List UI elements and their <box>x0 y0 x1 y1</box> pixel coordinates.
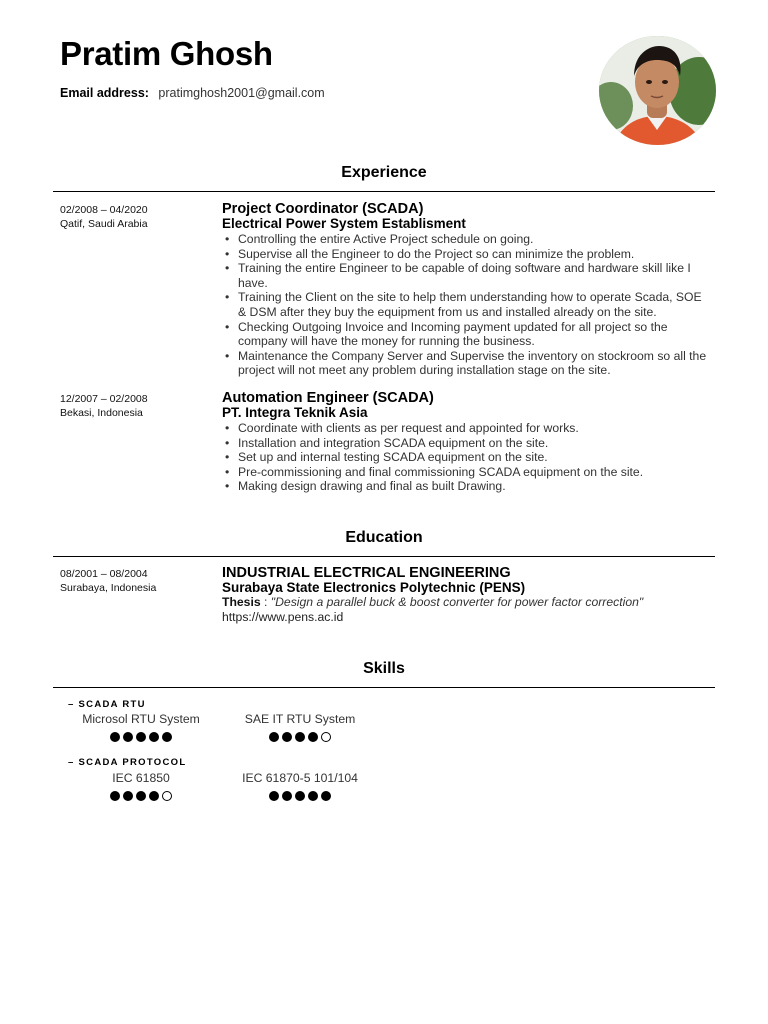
skill-sae-it-rtu <box>230 712 370 742</box>
skill-name: IEC 61850 <box>112 771 170 785</box>
experience-2-dates: 12/2007 – 02/2008 <box>60 393 148 405</box>
skills-divider <box>53 687 715 688</box>
list-item: • Maintenance the Company Server and Supervise the inventory on stockroom so all the project will not meet any problem during installation stage on the site. <box>222 349 712 378</box>
experience-2-location: Bekasi, Indonesia <box>60 407 143 419</box>
rating-dot-filled <box>321 791 331 801</box>
education-1-degree: INDUSTRIAL ELECTRICAL ENGINEERING <box>222 565 511 581</box>
thesis-value: "Design a parallel buck & boost converter for power factor correction" <box>270 595 644 609</box>
rating-dot-filled <box>136 732 146 742</box>
skill-rating <box>230 791 370 801</box>
rating-dot-filled <box>123 732 133 742</box>
rating-dot-filled <box>149 732 159 742</box>
education-1-school: Surabaya State Electronics Polytechnic (PENS) <box>222 580 526 595</box>
education-1-dates: 08/2001 – 08/2004 <box>60 568 148 580</box>
rating-dot-filled <box>269 791 279 801</box>
experience-1 <box>222 202 712 378</box>
email-label: Email address: <box>60 86 149 100</box>
email-value[interactable]: pratimghosh2001@gmail.com <box>158 86 325 100</box>
skill-iec-61850 <box>71 771 211 801</box>
rating-dot-filled <box>149 791 159 801</box>
education-1-location: Surabaya, Indonesia <box>60 582 157 594</box>
list-item: • Supervise all the Engineer to do the Project so can minimize the problem. <box>222 247 712 262</box>
rating-dot-filled <box>308 791 318 801</box>
education-1-url[interactable]: https://www.pens.ac.id <box>222 609 344 624</box>
list-item: • Pre-commissioning and final commissioning SCADA equipment on the site. <box>222 465 712 480</box>
list-item: • Training the entire Engineer to be capable of doing software and hardware skill like I have. <box>222 261 712 290</box>
education-title: Education <box>345 529 423 546</box>
rating-dot-filled <box>295 732 305 742</box>
rating-dot-empty <box>321 732 331 742</box>
list-item: • Making design drawing and final as built Drawing. <box>222 479 712 494</box>
list-item: • Controlling the entire Active Project schedule on going. <box>222 232 712 247</box>
experience-2-meta <box>60 392 148 420</box>
experience-1-dates: 02/2008 – 04/2020 <box>60 204 148 216</box>
rating-dot-filled <box>136 791 146 801</box>
experience-2-bullets <box>222 421 712 494</box>
list-item: • Coordinate with clients as per request and appointed for works. <box>222 421 712 436</box>
candidate-name: Pratim Ghosh <box>60 35 273 72</box>
thesis-label: Thesis <box>222 595 261 609</box>
experience-title: Experience <box>341 164 427 181</box>
skill-rating <box>71 732 211 742</box>
skill-category-scada-protocol: – SCADA PROTOCOL <box>68 757 187 768</box>
skill-name: SAE IT RTU System <box>244 712 356 726</box>
skill-name: IEC 61870-5 101/104 <box>242 771 358 785</box>
list-item: • Set up and internal testing SCADA equipment on the site. <box>222 450 712 465</box>
email-row <box>60 86 325 100</box>
rating-dot-filled <box>269 732 279 742</box>
rating-dot-filled <box>282 732 292 742</box>
skills-title: Skills <box>363 660 405 677</box>
experience-2 <box>222 391 712 494</box>
rating-dot-filled <box>110 791 120 801</box>
experience-1-meta <box>60 203 148 231</box>
education-1-meta <box>60 567 156 595</box>
experience-divider <box>53 191 715 192</box>
rating-dot-filled <box>295 791 305 801</box>
education-1-thesis <box>222 595 712 610</box>
skill-category-scada-rtu: – SCADA RTU <box>68 699 146 710</box>
skill-iec-61870 <box>230 771 370 801</box>
list-item: • Checking Outgoing Invoice and Incoming payment updated for all project so the company will have the money for running the business. <box>222 320 712 349</box>
rating-dot-filled <box>110 732 120 742</box>
skill-rating <box>230 732 370 742</box>
list-item: • Installation and integration SCADA equipment on the site. <box>222 436 712 451</box>
list-item: • Training the Client on the site to help them understanding how to operate Scada, SOE & DSM after they buy the equipment from us and installed already on the site. <box>222 290 712 319</box>
rating-dot-filled <box>282 791 292 801</box>
rating-dot-filled <box>162 732 172 742</box>
profile-photo <box>599 36 716 145</box>
profile-photo-avatar <box>599 36 716 145</box>
rating-dot-empty <box>162 791 172 801</box>
thesis-separator: : <box>260 595 271 609</box>
education-1 <box>222 566 712 624</box>
experience-2-role: Automation Engineer (SCADA) <box>222 390 434 406</box>
experience-1-role: Project Coordinator (SCADA) <box>222 201 424 217</box>
experience-1-bullets <box>222 232 712 378</box>
rating-dot-filled <box>308 732 318 742</box>
experience-2-company: PT. Integra Teknik Asia <box>222 405 368 420</box>
skill-rating <box>71 791 211 801</box>
education-divider <box>53 556 715 557</box>
experience-1-location: Qatif, Saudi Arabia <box>60 218 148 230</box>
experience-1-company: Electrical Power System Establisment <box>222 216 466 231</box>
skill-microsol-rtu <box>71 712 211 742</box>
rating-dot-filled <box>123 791 133 801</box>
skill-name: Microsol RTU System <box>82 712 200 726</box>
